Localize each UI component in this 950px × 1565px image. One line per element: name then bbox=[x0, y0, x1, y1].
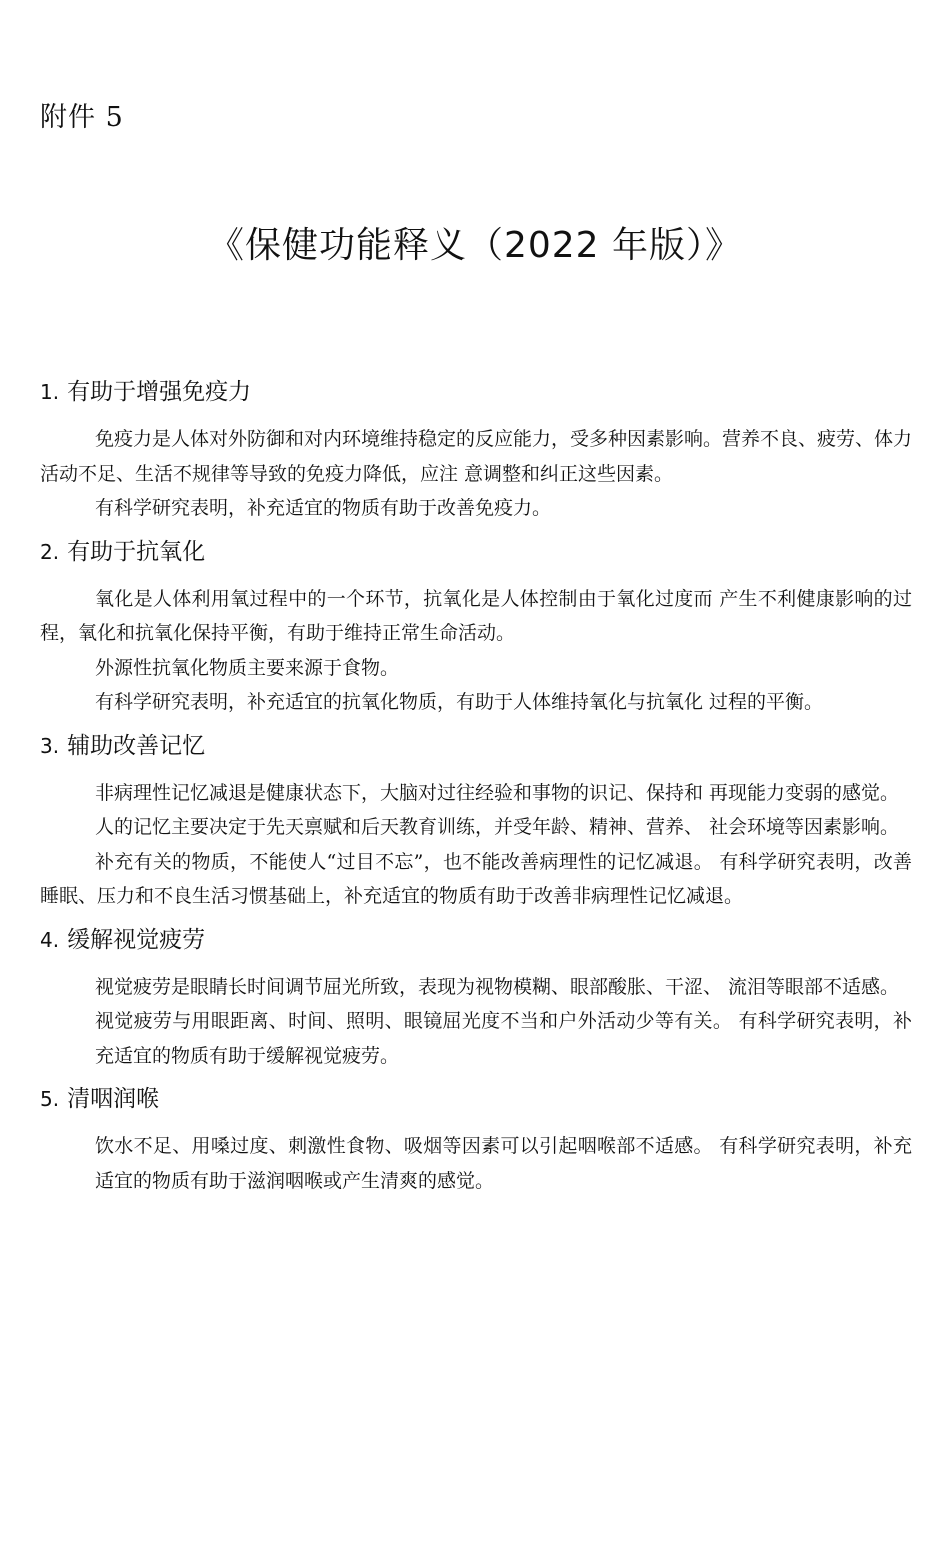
section-heading bbox=[40, 372, 912, 412]
section-number: 1. bbox=[40, 380, 60, 404]
section-heading bbox=[40, 532, 912, 572]
section-title: 辅助改善记忆 bbox=[67, 732, 206, 759]
section-number: 2. bbox=[40, 539, 60, 564]
attachment-label: 附件 5 bbox=[40, 102, 124, 133]
document-title: 《保健功能释义（2022 年版）》 bbox=[207, 225, 743, 266]
paragraph: 视觉疲劳与用眼距离、时间、照明、眼镜屈光度不当和户外活动少等有关。 有科学研究表明，补充适宜的物质有助于缓解视觉疲劳。 bbox=[95, 1010, 912, 1067]
section-title: 缓解视觉疲劳 bbox=[67, 926, 206, 953]
paragraph: 有科学研究表明，补充适宜的物质有助于改善免疫力。 bbox=[95, 497, 552, 519]
paragraph: 外源性抗氧化物质主要来源于食物。 bbox=[95, 656, 400, 679]
section-title: 有助于抗氧化 bbox=[67, 538, 206, 565]
section-number: 3. bbox=[40, 733, 60, 758]
paragraph: 氧化是人体利用氧过程中的一个环节，抗氧化是人体控制由于氧化过度而 产生不利健康影响的过程，氧化和抗氧化保持平衡，有助于维持正常生命活动。 bbox=[40, 587, 912, 644]
paragraph: 非病理性记忆减退是健康状态下，大脑对过往经验和事物的识记、保持和 再现能力变弱的感觉。 bbox=[95, 781, 900, 804]
paragraph: 饮水不足、用嗓过度、刺激性食物、吸烟等因素可以引起咽喉部不适感。 有科学研究表明，补充适宜的物质有助于滋润咽喉或产生清爽的感觉。 bbox=[95, 1135, 912, 1192]
section-title: 清咽润喉 bbox=[67, 1086, 160, 1112]
section-immunity bbox=[40, 372, 912, 526]
section-antioxidant bbox=[40, 532, 912, 720]
section-heading bbox=[40, 920, 912, 960]
paragraph: 人的记忆主要决定于先天禀赋和后天教育训练，并受年龄、精神、营养、 社会环境等因素影响。 bbox=[95, 816, 900, 838]
section-title: 有助于增强免疫力 bbox=[67, 379, 252, 405]
section-number: 4. bbox=[40, 927, 60, 952]
section-memory bbox=[40, 726, 912, 914]
paragraph: 补充有关的物质，不能使人“过目不忘”，也不能改善病理性的记忆减退。 有科学研究表明，改善睡眠、压力和不良生活习惯基础上，补充适宜的物质有助于改善非病理性记忆减退。 bbox=[40, 850, 912, 907]
document-body bbox=[40, 372, 912, 1204]
paragraph: 免疫力是人体对外防御和对内环境维持稳定的反应能力，受多种因素影响。营养不良、疲劳、体力活动不足、生活不规律等导致的免疫力降低，应注 意调整和纠正这些因素。 bbox=[40, 428, 913, 485]
section-heading bbox=[40, 726, 912, 766]
paragraph: 视觉疲劳是眼睛长时间调节屈光所致，表现为视物模糊、眼部酸胀、干涩、 流泪等眼部不适感。 bbox=[95, 975, 900, 998]
section-throat bbox=[40, 1079, 912, 1198]
section-heading bbox=[40, 1079, 912, 1119]
section-number: 5. bbox=[40, 1087, 60, 1111]
paragraph: 有科学研究表明，补充适宜的抗氧化物质，有助于人体维持氧化与抗氧化 过程的平衡。 bbox=[95, 691, 824, 713]
section-visual-fatigue bbox=[40, 920, 912, 1074]
